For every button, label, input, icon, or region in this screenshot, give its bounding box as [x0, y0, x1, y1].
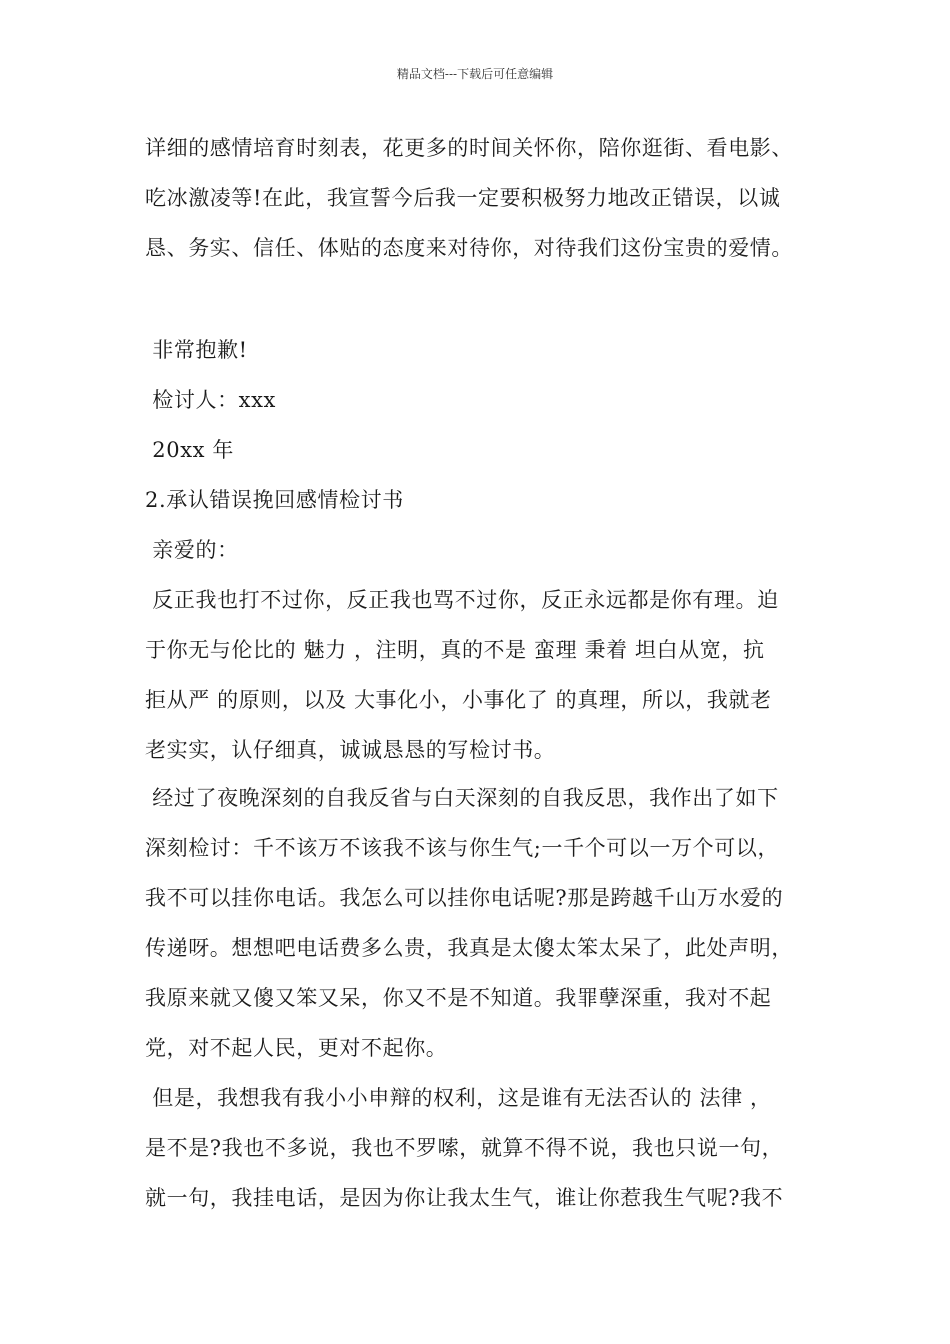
text-line: 我原来就又傻又笨又呆，你又不是不知道。我罪孽深重，我对不起 [145, 986, 772, 1010]
page-header: 精品文档---下载后可任意编辑 [396, 67, 554, 81]
section-heading: 2.承认错误挽回感情检讨书 [145, 488, 404, 512]
text-line: 反正我也打不过你，反正我也骂不过你，反正永远都是你有理。迫 [145, 588, 779, 612]
text-line: 吃冰激凌等!在此，我宣誓今后我一定要积极努力地改正错误，以诚 [145, 186, 781, 210]
text-line: 传递呀。想想吧电话费多么贵，我真是太傻太笨太呆了，此处声明， [145, 936, 793, 960]
signature-line: 检讨人：xxx [145, 388, 277, 412]
text-line: 恳、务实、信任、体贴的态度来对待你，对待我们这份宝贵的爱情。 [145, 236, 793, 260]
text-line: 党，对不起人民，更对不起你。 [145, 1036, 448, 1060]
text-line: 经过了夜晚深刻的自我反省与白天深刻的自我反思，我作出了如下 [145, 786, 779, 810]
text-line: 详细的感情培育时刻表，花更多的时间关怀你，陪你逛街、看电影、 [145, 136, 793, 160]
text-line: 拒从严 的原则，以及 大事化小，小事化了 的真理，所以，我就老 [145, 688, 772, 712]
text-line: 是不是?我也不多说，我也不罗嗦，就算不得不说，我也只说一句， [145, 1136, 784, 1160]
text-line: 我不可以挂你电话。我怎么可以挂你电话呢?那是跨越千山万水爱的 [145, 886, 784, 910]
date-line: 20xx 年 [145, 438, 234, 462]
text-line: 就一句，我挂电话，是因为你让我太生气，谁让你惹我生气呢?我不 [145, 1186, 784, 1210]
closing-apology: 非常抱歉! [145, 338, 248, 362]
text-line: 于你无与伦比的 魅力 ，注明，真的不是 蛮理 秉着 坦白从宽，抗 [145, 638, 765, 662]
text-line: 老实实，认仔细真，诚诚恳恳的写检讨书。 [145, 738, 556, 762]
text-line: 但是，我想我有我小小申辩的权利，这是谁有无法否认的 法律 ， [145, 1086, 772, 1110]
salutation: 亲爱的： [145, 538, 239, 562]
text-line: 深刻检讨：千不该万不该我不该与你生气;一千个可以一万个可以， [145, 836, 780, 860]
